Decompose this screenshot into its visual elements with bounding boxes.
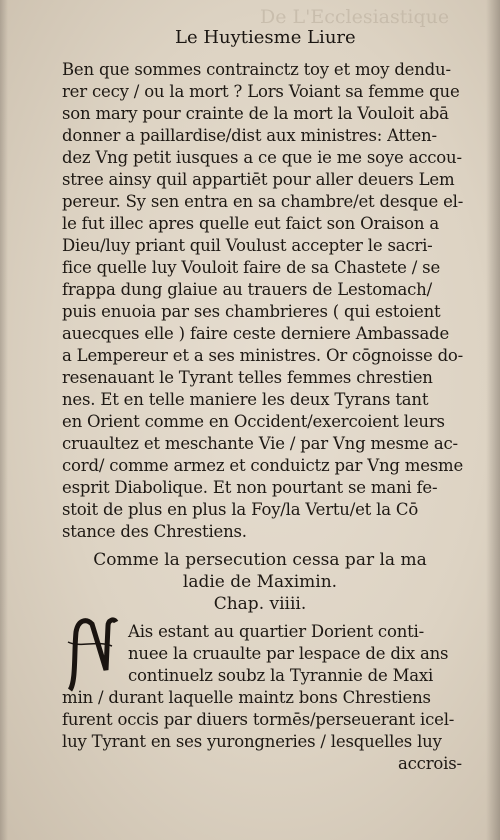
chapter-number: Chap. viiii. bbox=[213, 594, 307, 614]
body-line: luy Tyrant en ses yurongneries / lesquelles luy bbox=[62, 732, 442, 751]
body-line: nes. Et en telle maniere les deux Tyrans tant bbox=[62, 390, 429, 409]
chapter-heading: ladie de Maximin. bbox=[182, 572, 338, 592]
body-line: cruaultez et meschante Vie / par Vng mesme ac- bbox=[62, 434, 458, 453]
body-line: stance des Chrestiens. bbox=[62, 522, 247, 541]
body-line: frappa dung glaiue au trauers de Lestomach/ bbox=[62, 280, 432, 299]
body-line: pereur. Sy sen entra en sa chambre/et desque el- bbox=[62, 192, 464, 211]
body-line: son mary pour crainte de la mort la Vouloit abā bbox=[62, 104, 449, 123]
page-edge-shadow bbox=[486, 0, 500, 840]
body-line: nuee la cruaulte par lespace de dix ans bbox=[128, 644, 449, 663]
bleed-through-text: De L'Ecclesiastique bbox=[260, 6, 450, 28]
body-line: puis enuoia par ses chambrieres ( qui estoient bbox=[62, 302, 441, 321]
page-gutter-shadow bbox=[0, 0, 8, 840]
body-line: resenauant le Tyrant telles femmes chrestien bbox=[62, 368, 433, 387]
body-line: donner a paillardise/dist aux ministres: Atten- bbox=[62, 126, 437, 145]
catchword: accrois- bbox=[398, 754, 462, 773]
body-line: en Orient comme en Occident/exercoient leurs bbox=[62, 412, 445, 431]
body-line: Ben que sommes contrainctz toy et moy dendu- bbox=[62, 60, 451, 79]
body-line: cord/ comme armez et conduictz par Vng mesme bbox=[62, 456, 464, 475]
chapter-heading: Comme la persecution cessa par la ma bbox=[93, 550, 427, 570]
drop-cap bbox=[66, 612, 120, 694]
body-line: fice quelle luy Vouloit faire de sa Chastete / se bbox=[62, 258, 441, 277]
body-line: min / durant laquelle maintz bons Chrestiens bbox=[62, 688, 431, 707]
body-line: furent occis par diuers tormēs/perseuerant icel- bbox=[62, 710, 455, 729]
body-line: stoit de plus en plus la Foy/la Vertu/et la Cō bbox=[62, 500, 419, 519]
body-line: continuelz soubz la Tyrannie de Maxi bbox=[128, 666, 434, 685]
body-line: auecques elle ) faire ceste derniere Ambassade bbox=[62, 324, 450, 343]
body-line: a Lempereur et a ses ministres. Or cōgnoisse do- bbox=[62, 346, 464, 365]
body-line: le fut illec apres quelle eut faict son Oraison a bbox=[62, 214, 439, 233]
body-line: dez Vng petit iusques a ce que ie me soye accou- bbox=[62, 148, 462, 167]
body-line: Ais estant au quartier Dorient conti- bbox=[128, 622, 425, 641]
body-line: stree ainsy quil appartiēt pour aller deuers Lem bbox=[62, 170, 455, 189]
body-line: rer cecy / ou la mort ? Lors Voiant sa femme que bbox=[62, 82, 460, 101]
body-line: esprit Diabolique. Et non pourtant se mani fe- bbox=[62, 478, 438, 497]
running-head: Le Huytiesme Liure bbox=[175, 27, 356, 48]
body-line: Dieu/luy priant quil Voulust accepter le sacri- bbox=[62, 236, 433, 255]
